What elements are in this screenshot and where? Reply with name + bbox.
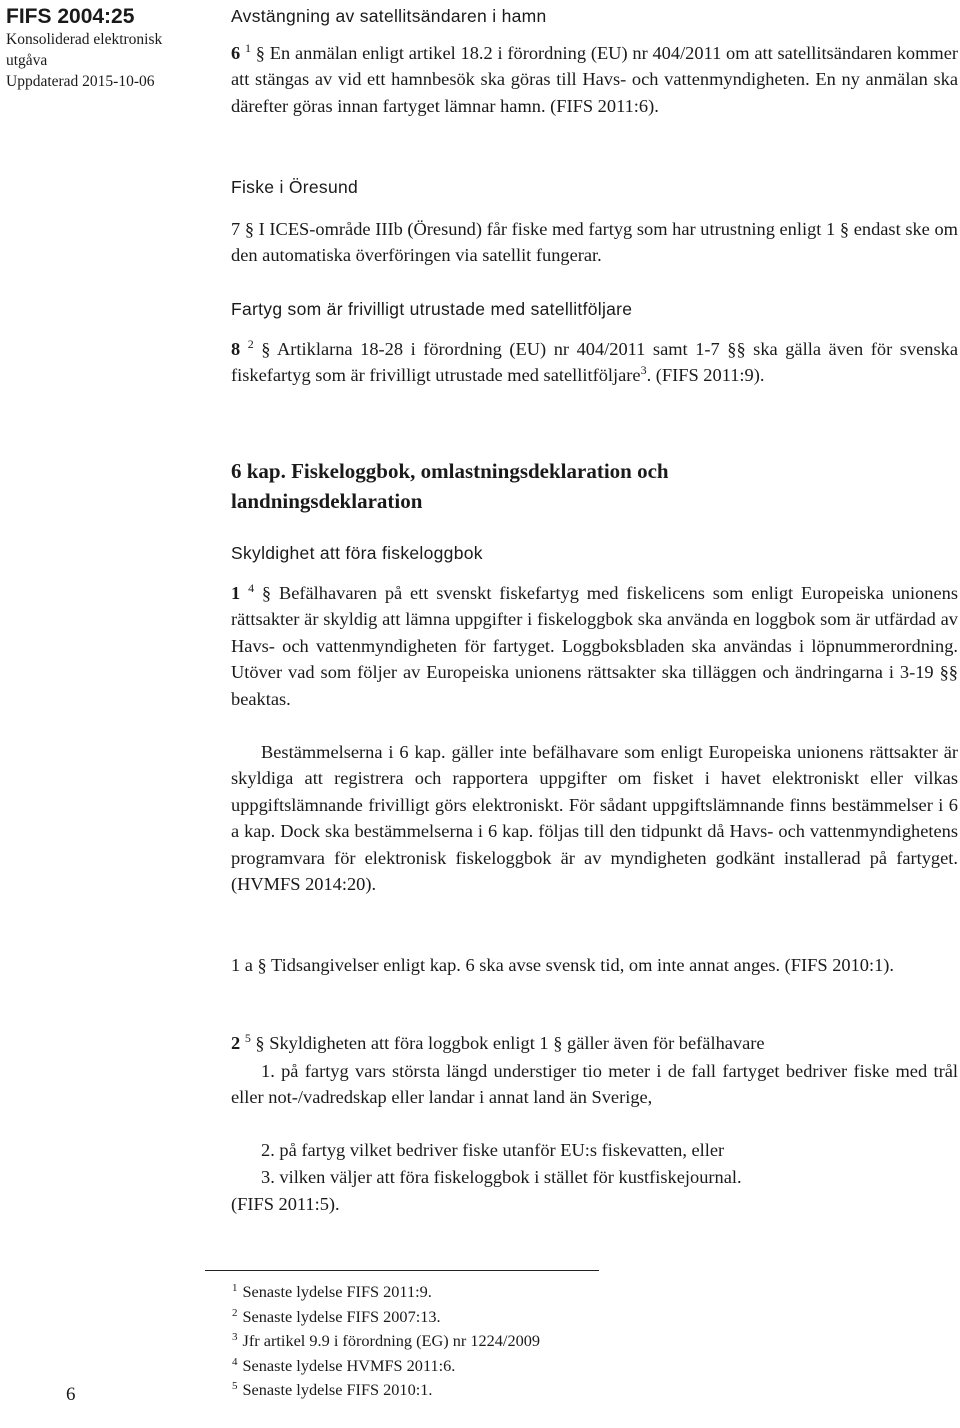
footnote-text: Jfr artikel 9.9 i förordning (EG) nr 1224/2009	[242, 1331, 541, 1350]
updated-date: Uppdaterad 2015-10-06	[6, 73, 155, 90]
margin-header	[6, 4, 221, 92]
page-number: 6	[66, 1384, 76, 1405]
paragraph-text: § Befälhavaren på ett svenskt fiskefartyg med fiskelicens som enligt Europeiska unionens rättsakter är skyldig att lämna uppgifter i fiskeloggbok ska använda en loggbok som är utfärdad av Havs- och vattenmyndigheten för fartyget. Loggboksbladen ska användas i löpnummerordning. Utöver vad som följer av Europeiska unionens rättsakter ska tilläggen och ändringarna i 3-19 §§ beaktas.	[231, 583, 958, 709]
paragraph-2	[231, 1030, 958, 1056]
document-id: FIFS 2004:25	[6, 5, 135, 28]
section-number: 1	[231, 583, 241, 603]
footnote-1	[232, 1280, 540, 1305]
footnote-2	[232, 1305, 540, 1330]
footnote-text: Senaste lydelse HVMFS 2011:6.	[242, 1355, 456, 1375]
paragraph-text: § Artiklarna 18-28 i förordning (EU) nr 404/2011 samt 1-7 §§ ska gälla även för svenska fiskefartyg som är frivilligt utrustade med satellitföljare	[231, 339, 958, 386]
paragraph-8	[231, 336, 958, 389]
edition-label: utgåva	[6, 52, 48, 69]
section-title-satellite: Avstängning av satellitsändaren i hamn	[231, 6, 547, 26]
paragraph-text: § Skyldigheten att föra loggbok enligt 1 § gäller även för befälhavare	[255, 1033, 765, 1053]
paragraph-6	[231, 40, 958, 119]
footnote-5	[232, 1378, 540, 1403]
footnote-text: Senaste lydelse FIFS 2011:9.	[242, 1282, 432, 1301]
paragraph-text: § En anmälan enligt artikel 18.2 i förordning (EU) nr 404/2011 om att satellitsändaren kommer att stängas av vid ett hamnbesök ska göras till Havs- och vattenmyndigheten. En ny anmälan ska därefter göras innan fartyget lämnar hamn. (FIFS 2011:6).	[231, 43, 958, 116]
footnote-ref: 4	[248, 581, 255, 595]
footnote-4	[232, 1354, 540, 1379]
paragraph-2-end: (FIFS 2011:5).	[231, 1194, 340, 1214]
footnote-number: 1	[232, 1282, 238, 1294]
footnote-ref: 1	[245, 41, 251, 55]
section-number: 2	[231, 1033, 241, 1053]
footnote-number: 5	[232, 1380, 238, 1392]
section-title-voluntary: Fartyg som är frivilligt utrustade med satellitföljare	[231, 299, 633, 319]
footnote-text: Senaste lydelse FIFS 2010:1.	[242, 1380, 433, 1399]
footnote-divider	[205, 1270, 599, 1271]
footnote-ref: 2	[247, 337, 254, 351]
paragraph-1-second: Bestämmelserna i 6 kap. gäller inte befälhavare som enligt Europeiska unionens rättsakter är skyldiga att registrera och rapportera uppgifter om fisket i havet elektroniskt eller vilkas uppgiftslämnande frivilligt görs elektroniskt. För sådant uppgiftslämnande finns bestämmelser i 6 a kap. Dock ska bestämmelserna i 6 kap. följas till den tidpunkt då Havs- och vattenmyndighetens programvara för elektronisk fiskeloggbok är av myndigheten godkänt installerad på fartyget. (HVMFS 2014:20).	[231, 742, 958, 895]
section-number: 6	[231, 43, 241, 63]
footnote-text: Senaste lydelse FIFS 2007:13.	[242, 1306, 441, 1326]
paragraph-end: . (FIFS 2011:9).	[646, 365, 765, 386]
paragraph-7: 7 § I ICES-område IIIb (Öresund) får fiske med fartyg som har utrustning enligt 1 § endast ske om den automatiska överföringen via satellit fungerar.	[231, 219, 958, 266]
chapter-heading: 6 kap. Fiskeloggbok, omlastningsdeklaration och landningsdeklaration	[231, 459, 669, 513]
footnote-number: 4	[232, 1355, 238, 1368]
paragraph-1a: 1 a § Tidsangivelser enligt kap. 6 ska avse svensk tid, om inte annat anges. (FIFS 2010:1).	[231, 955, 895, 975]
section-title-oresund: Fiske i Öresund	[231, 177, 359, 197]
footnote-ref: 3	[640, 363, 647, 378]
paragraph-1	[231, 580, 958, 712]
list-item: 2. på fartyg vilket bedriver fiske utanför EU:s fiskevatten, eller	[261, 1140, 725, 1160]
section-number: 8	[231, 339, 241, 359]
footnote-3	[232, 1329, 540, 1354]
footnote-number: 2	[232, 1306, 238, 1319]
consolidation-label: Konsoliderad elektronisk	[6, 31, 163, 48]
list-item: 3. vilken väljer att föra fiskeloggbok i stället för kustfiskejournal.	[261, 1167, 742, 1187]
footnotes	[232, 1280, 540, 1403]
footnote-number: 3	[232, 1331, 238, 1343]
footnote-ref: 5	[244, 1031, 251, 1045]
list-item: 1. på fartyg vars största längd understiger tio meter i de fall fartyget bedriver fiske med trål eller not-/vadredskap eller landar i annat land än Sverige,	[231, 1061, 958, 1108]
section-title-logbook: Skyldighet att föra fiskeloggbok	[231, 543, 483, 563]
